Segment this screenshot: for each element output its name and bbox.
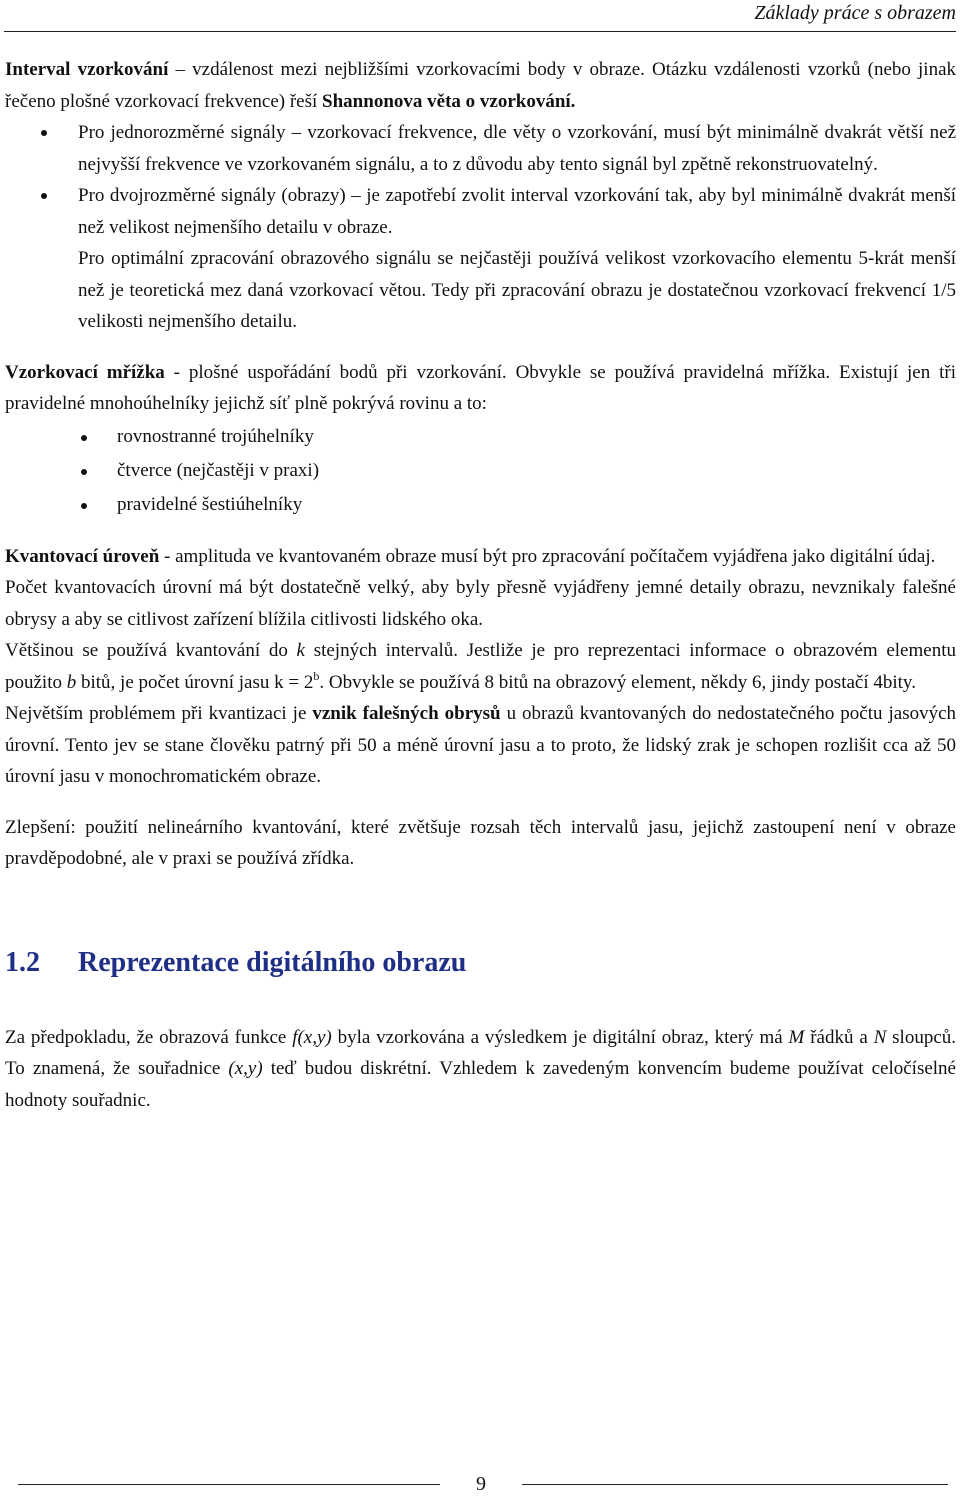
quant-term: Kvantovací úroveň: [5, 545, 160, 567]
quant-text: - amplituda ve kvantovaném obraze musí být pro zpracování počítačem vyjádřena jako digitální údaj.: [159, 545, 936, 567]
text-run: Většinou se používá kvantování do: [5, 640, 297, 661]
section-number: 1.2: [5, 946, 40, 978]
text-run: Největším problémem při kvantizaci je: [5, 703, 313, 724]
text-run: teď budou diskrétní. Vzhledem k zavedeným konvencím budeme používat celočíselné hodnoty souřadnic.: [5, 1058, 956, 1111]
representation-paragraph: [5, 1022, 956, 1117]
text-run: u obrazů kvantovaných do nedostatečného počtu jasových úrovní. Tento jev se stane člověku patrný při 50 a méně úrovní jasu a to proto, že lidský zrak je schopen rozlišit cca až 50 úrovní jasu v monochromatickém obraze.: [5, 703, 957, 787]
variable-m: M: [788, 1026, 805, 1048]
list-item: pravidelné šestiúhelníky: [5, 488, 956, 522]
running-header: Základy práce s obrazem: [754, 2, 956, 24]
bullet-text: Pro jednorozměrné signály: [78, 122, 292, 143]
variable-k: k: [296, 640, 305, 661]
variable-n: N: [873, 1026, 887, 1048]
sampling-bullet-list: [5, 117, 956, 243]
false-contours-paragraph: [5, 698, 956, 793]
shannon-theorem: Shannonova věta o vzorkování.: [322, 90, 576, 112]
quant-bits-paragraph: [5, 635, 956, 698]
section-heading: [5, 943, 956, 983]
list-item: [5, 180, 956, 243]
header-rule: [4, 31, 956, 32]
quant-paragraph: [5, 541, 956, 573]
footer-rule-right: [522, 1484, 948, 1485]
page-content: [5, 54, 956, 1116]
list-item: rovnostranné trojúhelníky: [5, 420, 956, 454]
coordinates-xy: (x,y): [228, 1058, 263, 1079]
text-run: řádků a: [804, 1026, 874, 1048]
bullet-dash: –: [291, 122, 302, 143]
text-run: stejných intervalů. Jestliže je pro reprezentaci informace o obrazovém elementu použito: [5, 640, 956, 693]
section-title: Reprezentace digitálního obrazu: [78, 946, 467, 978]
false-contours-term: vznik falešných obrysů: [312, 703, 501, 724]
spacer: [5, 793, 956, 812]
text-run: byla vzorkována a výsledkem je digitální obraz, který má: [331, 1026, 789, 1048]
exponent: b: [313, 668, 320, 683]
variable-b: b: [66, 671, 77, 693]
function-fxy: f(x,y): [292, 1026, 332, 1048]
interval-paragraph: [5, 54, 956, 117]
polygon-list: [5, 420, 956, 522]
improvement-paragraph: Zlepšení: použití nelineárního kvantování, které zvětšuje rozsah těch intervalů jasu, jejichž zastoupení není v obraze pravděpodobné, ale v praxi se používá zřídka.: [5, 816, 956, 869]
bullet-text: vzorkovací frekvence, dle věty o vzorkování, musí být minimálně dvakrát větší než nejvyšší frekvence ve vzorkovaném signálu, a to z důvodu aby tento signál byl zpětně rekonstruovatelný.: [78, 122, 956, 175]
grid-paragraph: [5, 357, 956, 420]
list-item: [5, 117, 956, 180]
spacer: [5, 875, 956, 943]
bullet-dash: –: [351, 185, 361, 206]
bullet-text: Pro dvojrozměrné signály (obrazy): [78, 185, 352, 206]
interval-term: Interval vzorkování: [5, 59, 169, 80]
spacer: [5, 983, 956, 1022]
text-run: sloupců. To znamená, že souřadnice: [5, 1026, 956, 1079]
text-run: bitů, je počet úrovní jasu k = 2: [76, 671, 314, 693]
text-run: . Obvykle se používá 8 bitů na obrazový element, někdy 6, jindy postačí 4bity.: [319, 671, 916, 693]
footer-rule-left: [18, 1484, 440, 1485]
spacer: [5, 338, 956, 357]
page-number: 9: [476, 1473, 486, 1495]
grid-term: Vzorkovací mřížka: [5, 361, 165, 383]
spacer: [5, 522, 956, 541]
optimal-paragraph: Pro optimální zpracování obrazového signálu se nejčastěji používá velikost vzorkovacího elementu 5-krát menší než je teoretická mez daná vzorkovací větou. Tedy při zpracování obrazu je dostatečnou vzorkovací frekvencí 1/5 velikosti nejmenšího detailu.: [78, 248, 956, 332]
interval-text: vzdálenost mezi nejbližšími vzorkovacími body v obraze. Otázku vzdálenosti vzorků (nebo jinak řečeno plošné vzorkovací frekvence) řeší: [5, 59, 957, 112]
grid-text: - plošné uspořádání bodů při vzorkování. Obvykle se používá pravidelná mřížka. Existují jen tři pravidelné mnohoúhelníky jejichž síť plně pokrývá rovinu a to:: [5, 361, 957, 414]
quant-levels-paragraph: Počet kvantovacích úrovní má být dostatečně velký, aby byly přesně vyjádřeny jemné detaily obrazu, nevznikaly falešné obrysy a aby se citlivost zařízení blížila citlivosti lidského oka.: [5, 577, 956, 630]
list-item: čtverce (nejčastěji v praxi): [5, 454, 956, 488]
bullet-text: je zapotřebí zvolit interval vzorkování tak, aby byl minimálně dvakrát menší než velikost nejmenšího detailu v obraze.: [78, 185, 956, 238]
interval-dash: –: [168, 59, 193, 80]
text-run: Za předpokladu, že obrazová funkce: [5, 1026, 293, 1048]
